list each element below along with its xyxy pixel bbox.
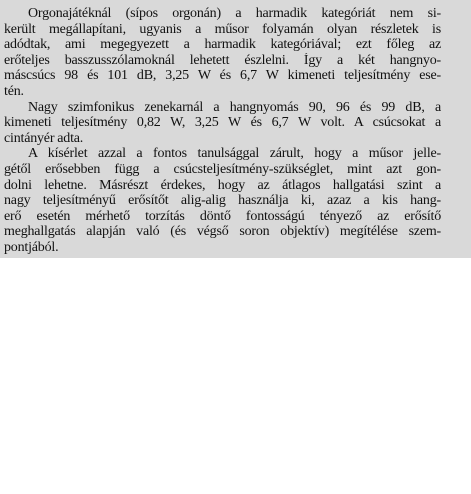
text-line: került megállapítani, ugyanis a műsor folyamán olyan részletek is [4, 21, 441, 37]
text-line: kimeneti teljesítmény 0,82 W, 3,25 W és 6,7 W volt. A csúcsokat a [4, 115, 441, 131]
text-line: tén. [4, 83, 24, 99]
paragraph-orgona [4, 6, 441, 100]
text-line: dolni lehetne. Másrészt érdekes, hogy az átlagos hallgatási szint a [4, 177, 441, 193]
text-line: Nagy szimfonikus zenekarnál a hangnyomás 90, 96 és 99 dB, a [28, 99, 441, 115]
text-line: pontjából. [4, 239, 59, 255]
paragraph-kiserlet [4, 146, 441, 255]
text-line: erőteljes basszusszólamoknál lehetett észlelni. Így a két hangnyo- [4, 52, 441, 68]
text-line: cintányér adta. [4, 130, 84, 146]
text-line: gétől erősebben függ a csúcsteljesítmény-szükséglet, mint azt gon- [4, 161, 441, 177]
text-line: adódtak, ami megegyezett a harmadik kategóriával; ezt főleg az [4, 37, 441, 53]
text-line: erő esetén mérhető torzítás döntő fontosságú tényező az erősítő [4, 208, 441, 224]
text-line: Orgonajátéknál (sípos orgonán) a harmadik kategóriát nem si- [28, 6, 441, 21]
text-line: máscsúcs 98 és 101 dB, 3,25 W és 6,7 W kimeneti teljesítmény ese- [4, 68, 441, 84]
text-line: meghallgatás alapján való (és végső soron objektív) megítélése szem- [4, 224, 441, 240]
text-line: A kísérlet azzal a fontos tanulsággal zárult, hogy a műsor jelle- [28, 146, 441, 162]
text-line: nagy teljesítményű erősítőt alig-alig használja ki, azaz a kis hang- [4, 193, 441, 209]
paragraph-zenekar [4, 100, 441, 147]
document-body [4, 6, 441, 256]
